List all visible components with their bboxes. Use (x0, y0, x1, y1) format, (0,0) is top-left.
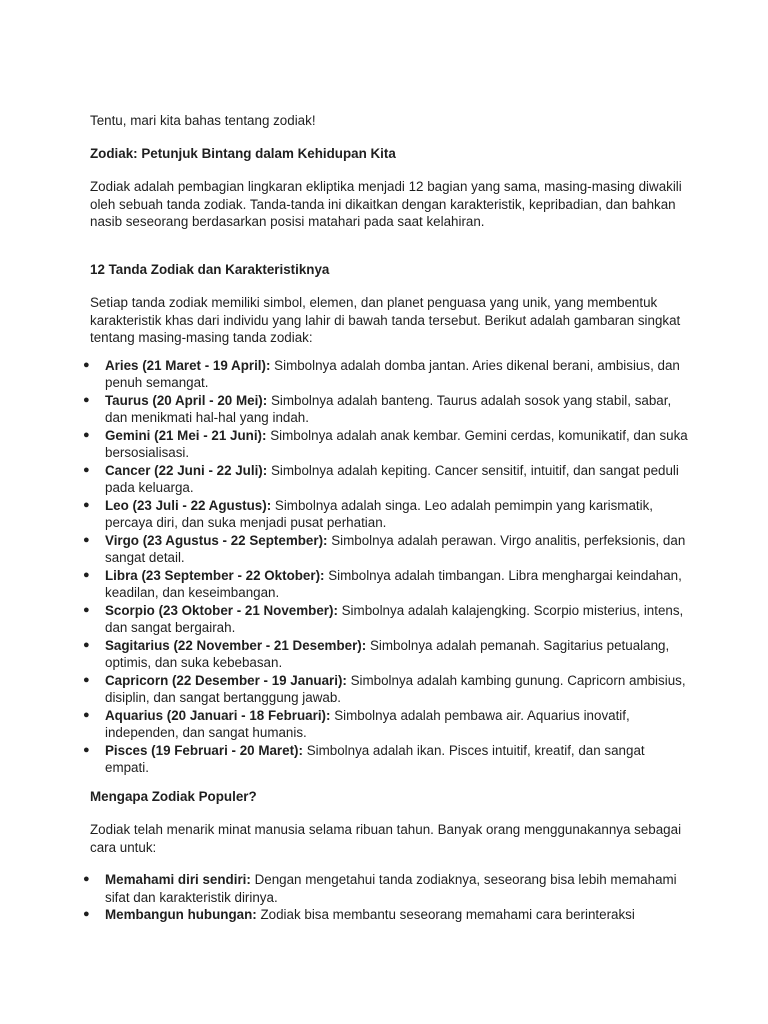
list-item-description: Dengan mengetahui tanda zodiaknya, seseorang bisa lebih memahami sifat dan karakteristik dirinya. (105, 872, 677, 905)
zodiac-description-paragraph: Setiap tanda zodiak memiliki simbol, elemen, dan planet penguasa yang unik, yang membentuk karakteristik khas dari individu yang lahir di bawah tanda tersebut. Berikut adalah gambaran singkat tentang masing-masing tanda zodiak: (90, 295, 681, 345)
list-item-term: Cancer (22 Juni - 22 Juli): (105, 462, 268, 478)
bullet-icon: ● (83, 638, 90, 651)
reason-list-item (83, 906, 690, 924)
list-item-term: Taurus (20 April - 20 Mei): (105, 392, 268, 408)
list-item-term: Virgo (23 Agustus - 22 September): (105, 532, 328, 548)
zodiac-list-item (83, 427, 690, 462)
zodiac-list-item (83, 357, 690, 392)
list-item-description: Simbolnya adalah anak kembar. Gemini cerdas, komunikatif, dan suka bersosialisasi. (105, 427, 688, 460)
zodiac-list-item (83, 392, 690, 427)
bullet-icon: ● (83, 568, 90, 581)
intro-text: Tentu, mari kita bahas tentang zodiak! (90, 113, 316, 128)
bullet-icon: ● (83, 428, 90, 441)
bullet-icon: ● (83, 358, 90, 371)
list-item-term: Capricorn (22 Desember - 19 Januari): (105, 672, 347, 688)
list-item-term: Aries (21 Maret - 19 April): (105, 357, 271, 373)
list-item-description: Simbolnya adalah pembawa air. Aquarius inovatif, independen, dan sangat humanis. (105, 707, 630, 740)
zodiac-list-item (83, 707, 690, 742)
list-item-description: Simbolnya adalah kalajengking. Scorpio misterius, intens, dan sangat bergairah. (105, 602, 684, 635)
list-item-term: Aquarius (20 Januari - 18 Februari): (105, 707, 331, 723)
bullet-icon: ● (83, 498, 90, 511)
zodiac-list (83, 357, 690, 777)
list-item-description: Simbolnya adalah singa. Leo adalah pemimpin yang karismatik, percaya diri, dan suka menjadi pusat perhatian. (105, 497, 654, 530)
bullet-icon: ● (83, 393, 90, 406)
list-item-term: Scorpio (23 Oktober - 21 November): (105, 602, 338, 618)
bullet-icon: ● (83, 708, 90, 721)
list-item-description: Simbolnya adalah pemanah. Sagitarius petualang, optimis, dan suka kebebasan. (105, 637, 670, 670)
reasons-list (83, 871, 690, 924)
bullet-icon: ● (83, 743, 90, 756)
zodiac-list-item (83, 497, 690, 532)
bullet-icon: ● (83, 908, 90, 920)
zodiac-list-item (83, 602, 690, 637)
list-item-description: Simbolnya adalah domba jantan. Aries dikenal berani, ambisius, dan penuh semangat. (105, 357, 680, 390)
list-item-description: Simbolnya adalah kepiting. Cancer sensitif, intuitif, dan sangat peduli pada keluarga. (105, 462, 679, 495)
zodiac-list-item (83, 462, 690, 497)
list-item-term: Pisces (19 Februari - 20 Maret): (105, 742, 303, 758)
list-item-term: Leo (23 Juli - 22 Agustus): (105, 497, 272, 513)
bullet-icon: ● (83, 603, 90, 616)
zodiac-list-item (83, 567, 690, 602)
list-item-term: Gemini (21 Mei - 21 Juni): (105, 427, 267, 443)
document-title: Zodiak: Petunjuk Bintang dalam Kehidupan Kita (90, 145, 396, 161)
popularity-paragraph: Zodiak telah menarik minat manusia selama ribuan tahun. Banyak orang menggunakannya sebagai cara untuk: (90, 822, 682, 855)
list-item-term: Membangun hubungan: (105, 907, 257, 922)
bullet-icon: ● (83, 873, 90, 885)
list-item-description: Simbolnya adalah timbangan. Libra menghargai keindahan, keadilan, dan keseimbangan. (105, 567, 682, 600)
zodiac-list-item (83, 742, 690, 777)
section-heading-popularity: Mengapa Zodiak Populer? (90, 788, 257, 804)
intro-paragraph: Zodiak adalah pembagian lingkaran ekliptika menjadi 12 bagian yang sama, masing-masing diwakili oleh sebuah tanda zodiak. Tanda-tanda ini dikaitkan dengan karakteristik, kepribadian, dan bahkan nasib seseorang berdasarkan posisi matahari pada saat kelahiran. (90, 179, 682, 229)
bullet-icon: ● (83, 673, 90, 686)
section-heading-zodiac-signs: 12 Tanda Zodiak dan Karakteristiknya (90, 261, 330, 277)
bullet-icon: ● (83, 533, 90, 546)
document-page (83, 112, 690, 924)
list-item-term: Libra (23 September - 22 Oktober): (105, 567, 325, 583)
list-item-term: Memahami diri sendiri: (105, 872, 251, 887)
list-item-term: Sagitarius (22 November - 21 Desember): (105, 637, 367, 653)
list-item-description: Simbolnya adalah banteng. Taurus adalah sosok yang stabil, sabar, dan menikmati hal-hal yang indah. (105, 392, 672, 425)
list-item-description: Simbolnya adalah ikan. Pisces intuitif, kreatif, dan sangat empati. (105, 742, 645, 775)
list-item-description: Zodiak bisa membantu seseorang memahami cara berinteraksi (256, 907, 635, 922)
list-item-description: Simbolnya adalah perawan. Virgo analitis, perfeksionis, dan sangat detail. (105, 532, 686, 565)
reason-list-item (83, 871, 690, 906)
bullet-icon: ● (83, 463, 90, 476)
zodiac-list-item (83, 532, 690, 567)
zodiac-list-item (83, 672, 690, 707)
list-item-description: Simbolnya adalah kambing gunung. Capricorn ambisius, disiplin, dan sangat bertanggung jawab. (105, 672, 686, 705)
zodiac-list-item (83, 637, 690, 672)
